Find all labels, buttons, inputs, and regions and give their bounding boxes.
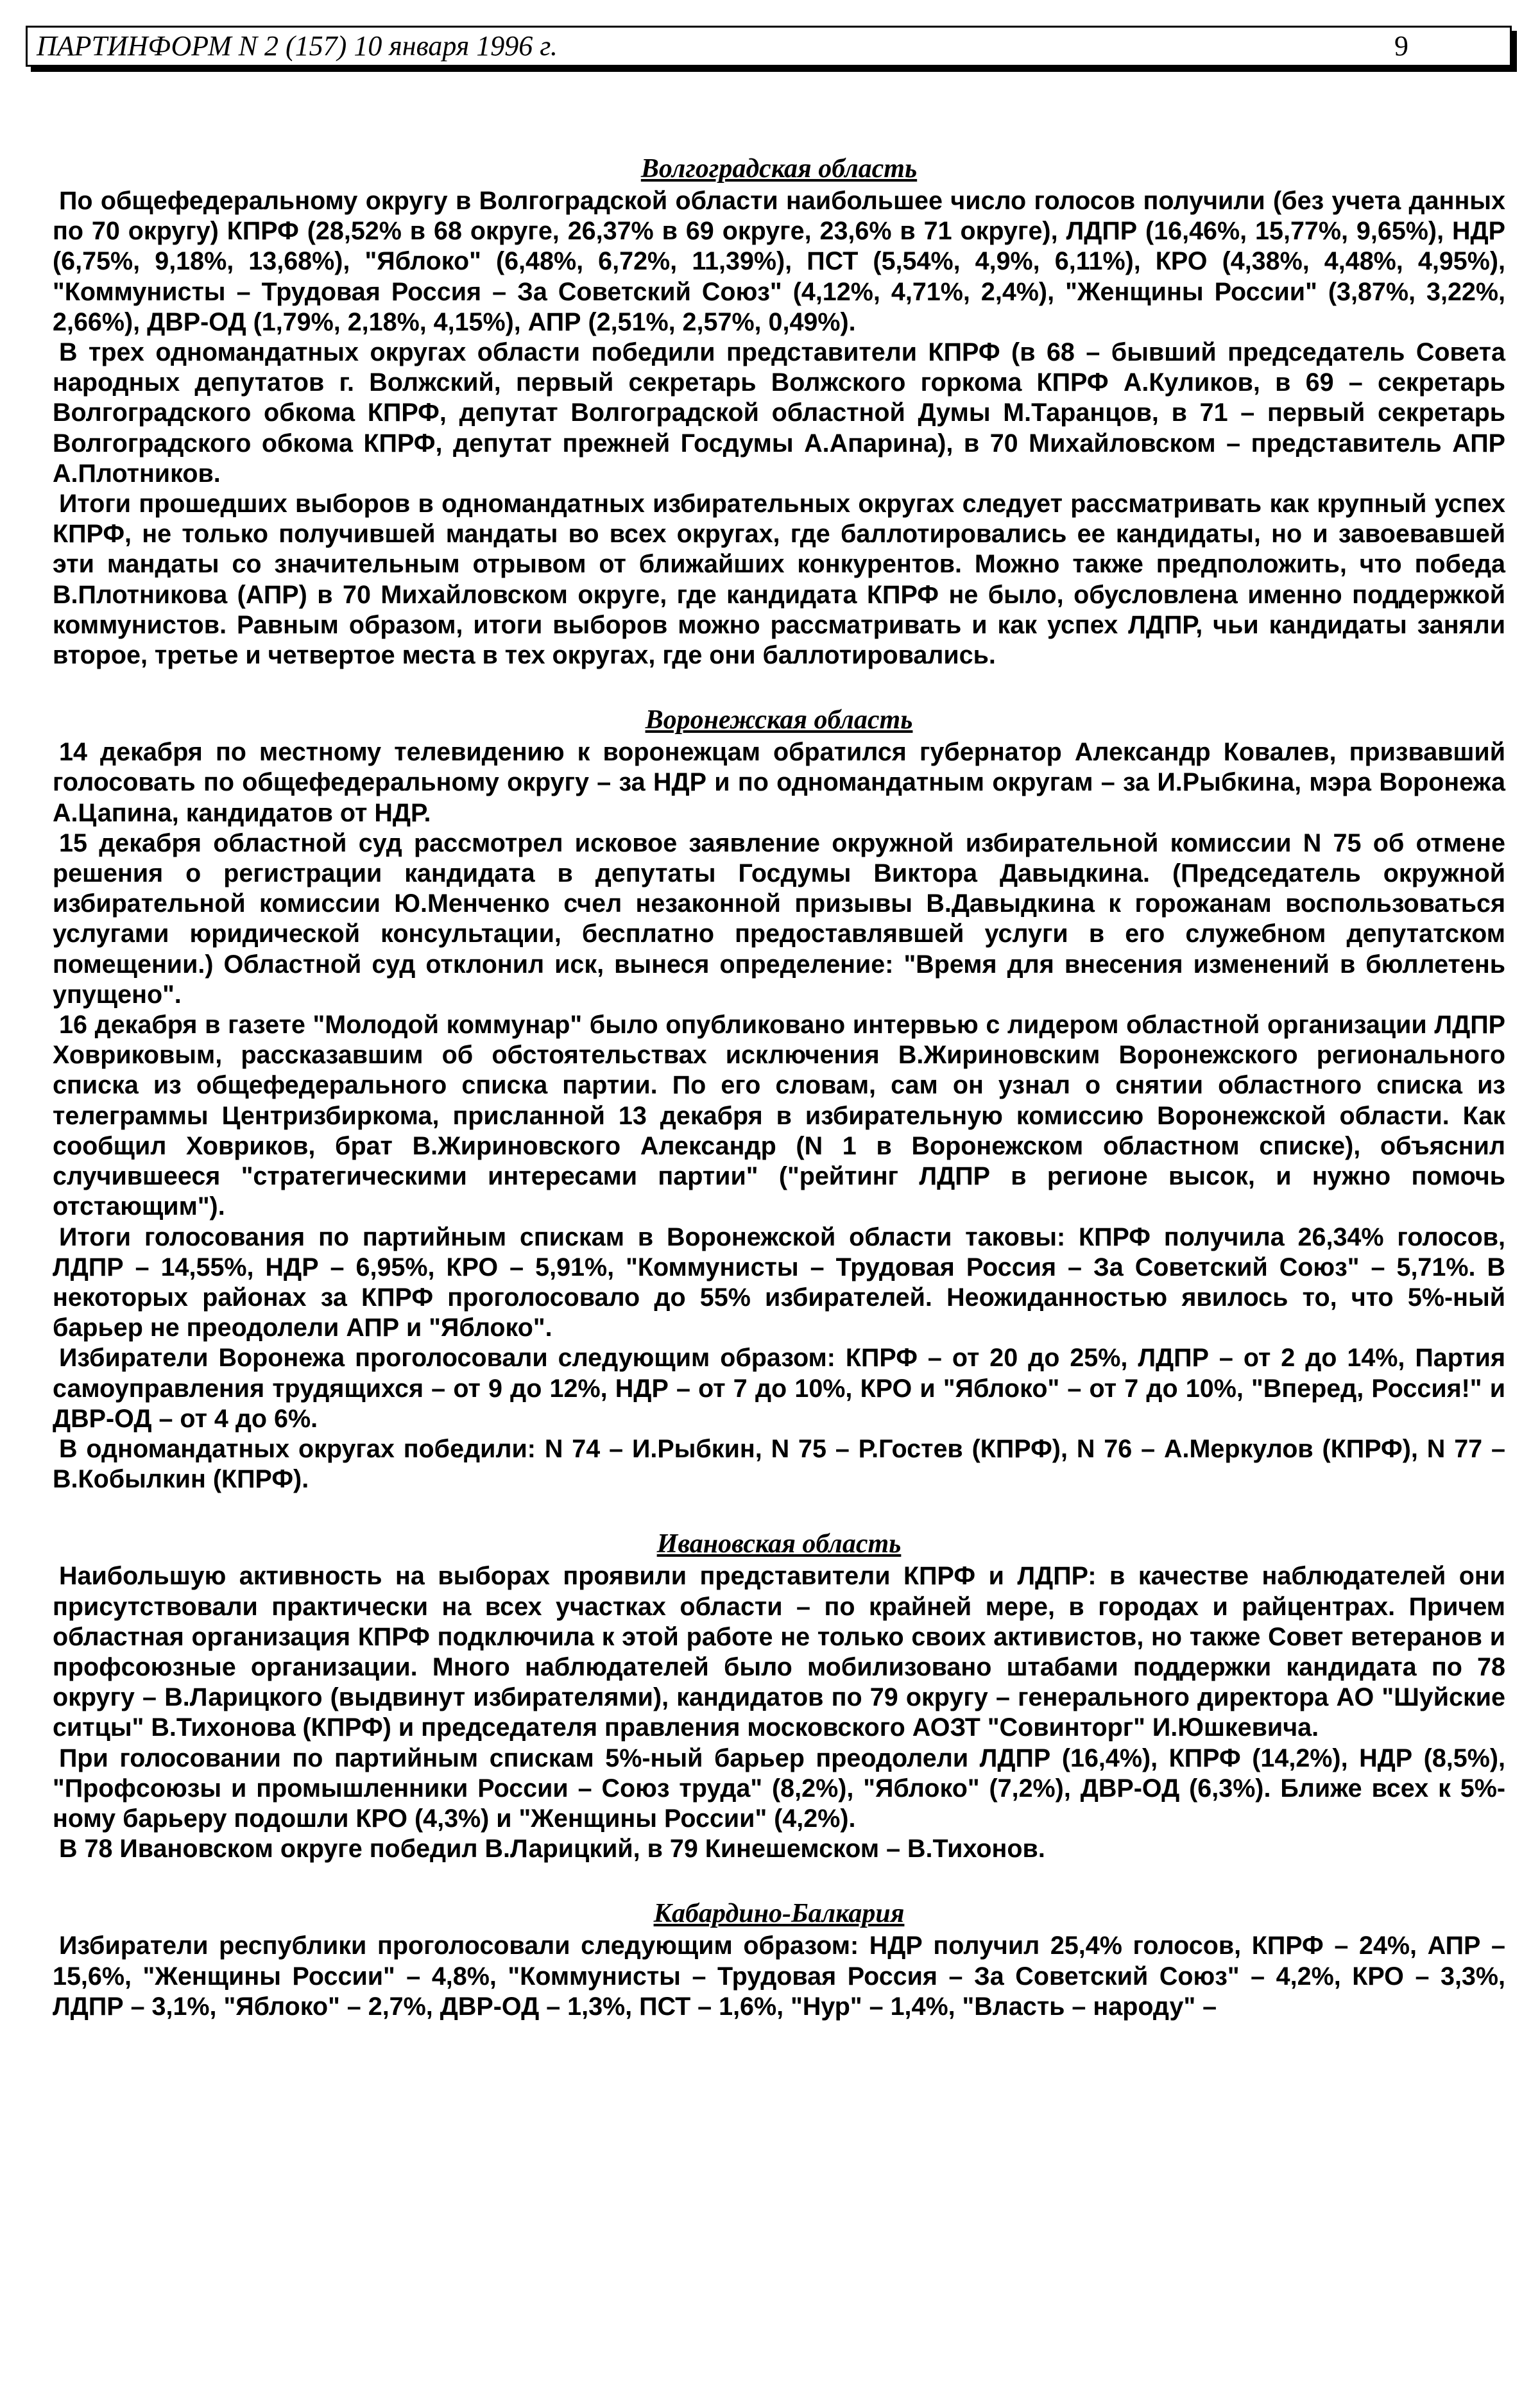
- section-title: Воронежская область: [645, 705, 913, 735]
- publication-title: ПАРТИНФОРМ N 2 (157) 10 января 1996 г.: [37, 30, 558, 62]
- section-title: Кабардино-Балкария: [653, 1899, 905, 1929]
- section-ivanovo: [53, 1528, 1505, 1864]
- paragraph: 15 декабря областной суд рассмотрел исковое заявление окружной избирательной комиссии N 75 об отмене решения о регистрации кандидата в депутаты Госдумы Виктора Давыдкина. (Председатель окружной избирательной комиссии Ю.Менченко счел незаконной призывы В.Давыдкина к горожанам воспользоваться услугами юридической консультации, бесплатно предоставлявшей услуги в его служебном депутатском помещении.) Областной суд отклонил иск, вынеся определение: "Время для внесения изменений в бюллетень упущено".: [53, 828, 1505, 1009]
- paragraph: Итоги голосования по партийным спискам в Воронежской области таковы: КПРФ получила 26,34% голосов, ЛДПР – 14,55%, НДР – 6,95%, КРО – 5,91%, "Коммунисты – Трудовая Россия – За Советский Союз" – 5,71%. В некоторых районах за КПРФ проголосовало до 55% избирателей. Неожиданностью явилось то, что 5%-ный барьер не преодолели АПР и "Яблоко".: [53, 1222, 1505, 1342]
- paragraph: В одномандатных округах победили: N 74 – И.Рыбкин, N 75 – Р.Гостев (КПРФ), N 76 – А.Меркулов (КПРФ), N 77 – В.Кобылкин (КПРФ).: [53, 1434, 1505, 1494]
- paragraph: При голосовании по партийным спискам 5%-ный барьер преодолели ЛДПР (16,4%), КПРФ (14,2%), НДР (8,5%), "Профсоюзы и промышленники России – Союз труда" (8,2%), "Яблоко" (7,2%), ДВР-ОД (6,3%). Ближе всех к 5%-ному барьеру подошли КРО (4,3%) и "Женщины России" (4,2%).: [53, 1744, 1505, 1833]
- paragraph: Наибольшую активность на выборах проявили представители КПРФ и ЛДПР: в качестве наблюдателей они присутствовали практически на всех участках области – по крайней мере, в городах и райцентрах. Причем областная организация КПРФ подключила к этой работе не только своих активистов, но также Совет ветеранов и профсоюзные организации. Много наблюдателей было мобилизовано штабами поддержки кандидата по 78 округу – В.Ларицкого (выдвинут избирателями), кандидатов по 79 округу – генерального директора АО "Шуйские ситцы" В.Тихонова (КПРФ) и председателя правления московского АОЗТ "Совинторг" И.Юшкевича.: [53, 1562, 1505, 1742]
- section-title: Волгоградская область: [640, 154, 918, 184]
- page-number: 9: [1394, 30, 1408, 62]
- section-volgograd: [53, 153, 1505, 671]
- section-voronezh: [53, 704, 1505, 1495]
- article-body: [53, 153, 1505, 2022]
- paragraph: Избиратели Воронежа проголосовали следующим образом: КПРФ – от 20 до 25%, ЛДПР – от 2 до 14%, Партия самоуправления трудящихся – от 9 до 12%, НДР – от 7 до 10%, КРО и "Яблоко" – от 7 до 10%, "Вперед, Россия!" и ДВР-ОД – от 4 до 6%.: [53, 1344, 1505, 1433]
- paragraph: По общефедеральному округу в Волгоградской области наибольшее число голосов получили (без учета данных по 70 округу) КПРФ (28,52% в 68 округе, 26,37% в 69 округе, 23,6% в 71 округе), ЛДПР (16,46%, 15,77%, 9,65%), НДР (6,75%, 9,18%, 13,68%), "Яблоко" (6,48%, 6,72%, 11,39%), ПСТ (5,54%, 4,9%, 6,11%), КРО (4,38%, 4,48%, 4,95%), "Коммунисты – Трудовая Россия – За Советский Союз" (4,12%, 4,71%, 2,4%), "Женщины России" (3,87%, 3,22%, 2,66%), ДВР-ОД (1,79%, 2,18%, 4,15%), АПР (2,51%, 2,57%, 0,49%).: [53, 187, 1505, 336]
- section-kabardino-balkaria: [53, 1898, 1505, 2022]
- paragraph: 14 декабря по местному телевидению к воронежцам обратился губернатор Александр Ковалев, призвавший голосовать по общефедеральному округу – за НДР и по одномандатным округам – за И.Рыбкина, мэра Воронежа А.Цапина, кандидатов от НДР.: [53, 738, 1505, 827]
- paragraph: В трех одномандатных округах области победили представители КПРФ (в 68 – бывший председатель Совета народных депутатов г. Волжский, первый секретарь Волжского горкома КПРФ А.Куликов, в 69 – секретарь Волгоградского обкома КПРФ, депутат Волгоградской областной Думы М.Таранцов, в 71 – первый секретарь Волгоградского обкома КПРФ, депутат прежней Госдумы А.Апарина), в 70 Михайловском – представитель АПР А.Плотников.: [53, 338, 1505, 488]
- section-title: Ивановская область: [656, 1529, 902, 1559]
- paragraph: В 78 Ивановском округе победил В.Ларицкий, в 79 Кинешемском – В.Тихонов.: [59, 1835, 1045, 1864]
- paragraph: 16 декабря в газете "Молодой коммунар" было опубликовано интервью с лидером областной организации ЛДПР Ховриковым, рассказавшим об обстоятельствах исключения В.Жириновским Воронежского регионального списка из общефедерального списка партии. По его словам, сам он узнал о снятии областного списка из телеграммы Центризбиркома, присланной 13 декабря в избирательную комиссию Воронежской области. Как сообщил Ховриков, брат В.Жириновского Александр (N 1 в Воронежском областном списке), объяснил случившееся "стратегическими интересами партии" ("рейтинг ЛДПР в регионе высок, и нужно помочь отстающим").: [53, 1011, 1505, 1221]
- paragraph: Избиратели республики проголосовали следующим образом: НДР получил 25,4% голосов, КПРФ – 24%, АПР – 15,6%, "Женщины России" – 4,8%, "Коммунисты – Трудовая Россия – За Советский Союз" – 4,2%, КРО – 3,3%, ЛДПР – 3,1%, "Яблоко" – 2,7%, ДВР-ОД – 1,3%, ПСТ – 1,6%, "Нур" – 1,4%, "Власть – народу" –: [53, 1932, 1505, 2021]
- paragraph: Итоги прошедших выборов в одномандатных избирательных округах следует рассматривать как крупный успех КПРФ, не только получившей мандаты во всех округах, где баллотировались ее кандидаты, но и завоевавшей эти мандаты со значительным отрывом от ближайших конкурентов. Можно также предположить, что победа В.Плотникова (АПР) в 70 Михайловском округе, где кандидата КПРФ не было, обусловлена именно поддержкой коммунистов. Равным образом, итоги выборов можно рассматривать и как успех ЛДПР, чьи кандидаты заняли второе, третье и четвертое места в тех округах, где они баллотировались.: [53, 490, 1505, 670]
- page-header: [26, 26, 1512, 67]
